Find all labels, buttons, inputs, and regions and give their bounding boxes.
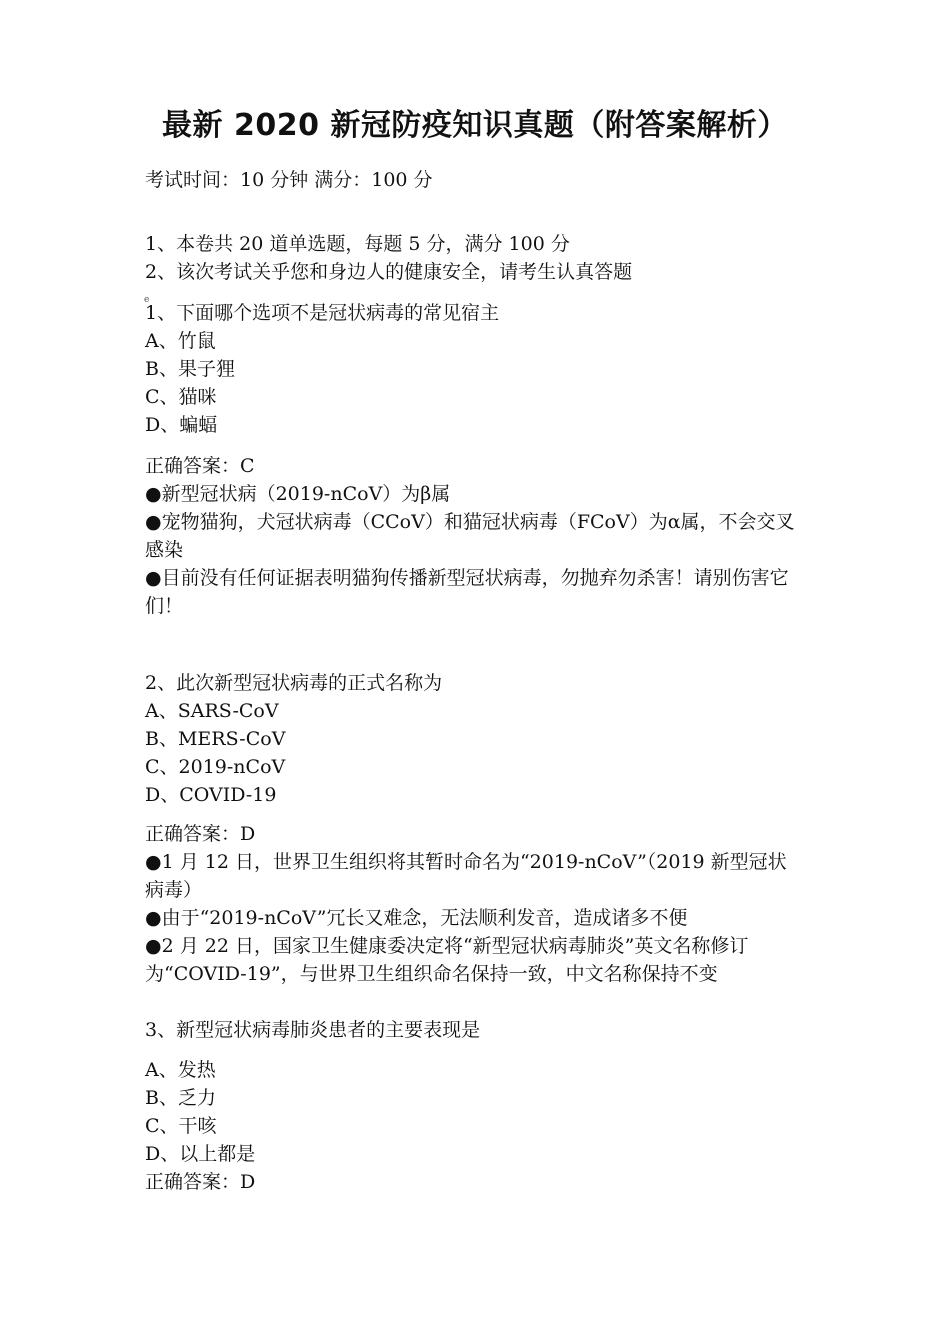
question-1-option-b: B、果子狸 bbox=[145, 358, 235, 380]
question-2-option-b: B、MERS-CoV bbox=[145, 728, 286, 750]
question-2-stem: 2、此次新型冠状病毒的正式名称为 bbox=[145, 672, 443, 694]
document-title: 最新 2020 新冠防疫知识真题（附答案解析） bbox=[162, 108, 788, 143]
question-2-option-c: C、2019-nCoV bbox=[145, 756, 286, 778]
question-3-option-b: B、乏力 bbox=[145, 1087, 216, 1109]
instruction-2: 2、该次考试关乎您和身边人的健康安全，请考生认真答题 bbox=[145, 261, 633, 283]
question-1-stem: 1、下面哪个选项不是冠状病毒的常见宿主 bbox=[145, 302, 500, 324]
question-2-answer: 正确答案：D bbox=[145, 823, 256, 845]
question-2-option-a: A、SARS-CoV bbox=[145, 700, 279, 722]
question-2-note-2: ●由于“2019-nCoV”冗长又难念，无法顺利发音，造成诸多不便 bbox=[145, 907, 688, 929]
question-3-option-a: A、发热 bbox=[145, 1059, 216, 1081]
question-2-note-3: ●2 月 22 日，国家卫生健康委决定将“新型冠状病毒肺炎”英文名称修订为“COVID-19”，与世界卫生组织命名保持一致，中文名称保持不变 bbox=[145, 935, 749, 985]
question-2-note-1: ●1 月 12 日，世界卫生组织将其暂时命名为“2019-nCoV”（2019 新型冠状病毒） bbox=[145, 851, 787, 901]
scan-mark: e bbox=[144, 295, 150, 305]
question-1-answer: 正确答案：C bbox=[145, 455, 255, 477]
question-1-option-c: C、猫咪 bbox=[145, 386, 217, 408]
instruction-1: 1、本卷共 20 道单选题，每题 5 分，满分 100 分 bbox=[145, 233, 570, 255]
question-3-stem: 3、新型冠状病毒肺炎患者的主要表现是 bbox=[145, 1019, 481, 1041]
question-1-note-2: ●宠物猫狗，犬冠状病毒（CCoV）和猫冠状病毒（FCoV）为α属，不会交叉感染 bbox=[145, 511, 795, 561]
question-1-option-d: D、蝙蝠 bbox=[145, 414, 218, 436]
question-3-option-d: D、以上都是 bbox=[145, 1143, 256, 1165]
question-1-option-a: A、竹鼠 bbox=[145, 330, 216, 352]
exam-info: 考试时间：10 分钟 满分：100 分 bbox=[145, 169, 433, 191]
question-3-option-c: C、干咳 bbox=[145, 1115, 217, 1137]
question-2-option-d: D、COVID-19 bbox=[145, 784, 277, 806]
question-3-answer: 正确答案：D bbox=[145, 1171, 256, 1193]
question-1-note-3: ●目前没有任何证据表明猫狗传播新型冠状病毒，勿抛弃勿杀害！请别伤害它们！ bbox=[145, 567, 789, 617]
question-1-note-1: ●新型冠状病（2019-nCoV）为β属 bbox=[145, 483, 451, 505]
